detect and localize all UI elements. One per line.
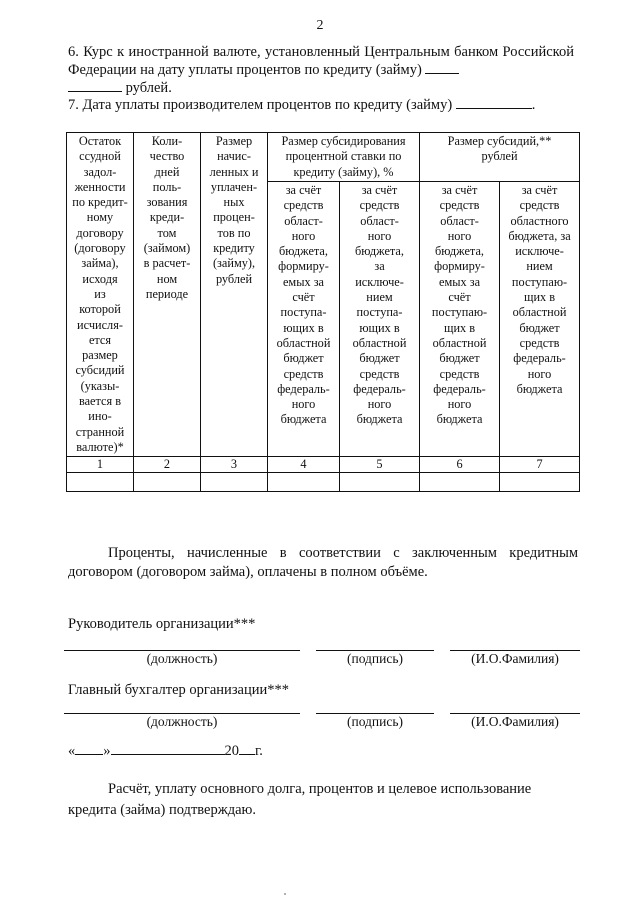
table-row — [67, 473, 580, 492]
date-line: « » 20 г. — [68, 743, 263, 759]
table-cell[interactable] — [340, 473, 420, 492]
item-7-text: 7. Дата уплаты производителем процентов по кредиту (займу) — [68, 97, 453, 113]
item-7-payment-date — [68, 96, 574, 114]
signature-title-director: Руководитель организации*** — [68, 616, 256, 632]
signature-title-accountant: Главный бухгалтер организации*** — [68, 682, 290, 698]
table-cell[interactable] — [268, 473, 340, 492]
caption-name: (И.О.Фамилия) — [471, 651, 559, 666]
column-number: 4 — [268, 457, 340, 473]
table-cell[interactable] — [134, 473, 201, 492]
caption-name: (И.О.Фамилия) — [471, 714, 559, 729]
year-blank[interactable] — [239, 742, 255, 755]
table-cell[interactable] — [420, 473, 500, 492]
subheader-rate-federal: за счёт средств област- ного бюджета, формиру- емых за счёт поступа- ющих в областной бюджет средств федераль- ного бюджета — [268, 182, 340, 457]
subsidy-table — [66, 132, 580, 492]
page-number: 2 — [316, 18, 324, 33]
subheader-rate-regional: за счёт средств област- ного бюджета, за исключе- нием поступа- ющих в областной бюджет средств федераль- ного бюджета — [340, 182, 420, 457]
subheader-subsidy-regional: за счёт средств областного бюджета, за исключе- нием поступаю- щих в областной бюджет средств федераль- ного бюджета — [500, 182, 580, 457]
header-subsidy-group: Размер субсидий,** рублей — [420, 133, 580, 182]
month-blank[interactable] — [111, 742, 225, 755]
day-blank[interactable] — [75, 742, 103, 755]
caption-signature: (подпись) — [346, 651, 404, 666]
item-7-end: . — [531, 97, 536, 113]
column-number: 3 — [201, 457, 268, 473]
exchange-rate-blank[interactable] — [425, 61, 459, 74]
item-6-text: 6. Курс к иностранной валюте, установленный Центральным банком Российской Федерации на дату уплаты процентов по кредиту (займу) — [68, 44, 574, 78]
confirmation-statement: Расчёт, уплату основного долга, процентов и целевое использование кредита (займа) подтверждаю. — [68, 781, 532, 818]
item-6-exchange-rate — [68, 44, 574, 97]
table-cell[interactable] — [500, 473, 580, 492]
exchange-rate-blank-2[interactable] — [68, 79, 122, 92]
header-days: Коли- чество дней поль- зования креди- том (займом) в расчет- ном периоде — [134, 133, 201, 457]
column-number: 7 — [500, 457, 580, 473]
column-number-row — [67, 457, 580, 473]
header-interest-paid: Размер начис- ленных и уплачен- ных процен- тов по кредиту (займу), рублей — [201, 133, 268, 457]
scan-speck — [284, 893, 286, 895]
header-loan-balance: Остаток ссудной задол- женности по кредит- ному договору (договору займа), исходя из которой исчисля- ется размер субсидий (указы- вается в ино- странной валюте)* — [67, 133, 134, 457]
paid-statement: Проценты, начисленные в соответствии с заключенным кредитным договором (договором займа), оплачены в полном объёме. — [68, 545, 578, 580]
caption-position: (должность) — [146, 714, 218, 729]
table-cell[interactable] — [67, 473, 134, 492]
column-number: 2 — [134, 457, 201, 473]
item-6-suffix: рублей. — [125, 80, 172, 96]
table-header-row — [67, 133, 580, 182]
header-rate-group: Размер субсидирования процентной ставки по кредиту (займу), % — [268, 133, 420, 182]
payment-date-blank[interactable] — [456, 96, 532, 109]
column-number: 5 — [340, 457, 420, 473]
table-cell[interactable] — [201, 473, 268, 492]
column-number: 6 — [420, 457, 500, 473]
column-number: 1 — [67, 457, 134, 473]
subheader-subsidy-federal: за счёт средств област- ного бюджета, формиру- емых за счёт поступаю- щих в областной бюджет средств федераль- ного бюджета — [420, 182, 500, 457]
caption-position: (должность) — [146, 651, 218, 666]
caption-signature: (подпись) — [346, 714, 404, 729]
